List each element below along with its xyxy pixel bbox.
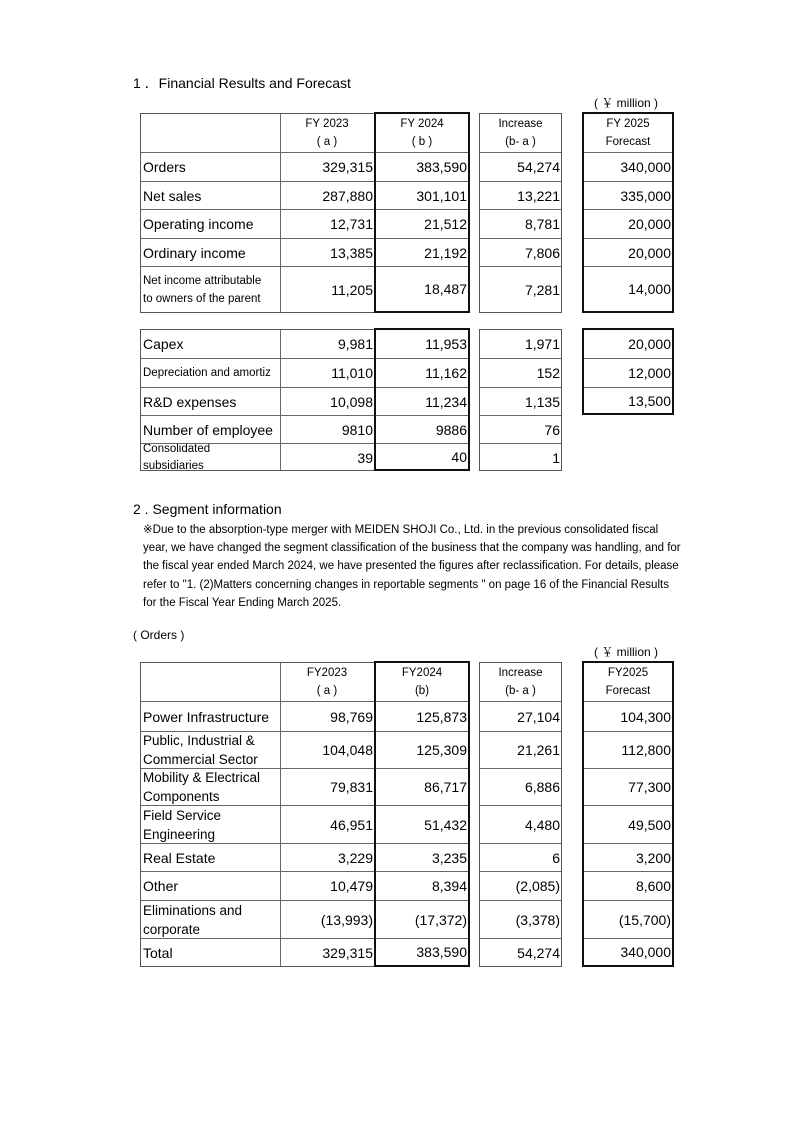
table-row — [141, 330, 374, 358]
value-fy2024: 51,432 — [424, 816, 467, 833]
table-row — [141, 701, 374, 731]
value-fy2023: 79,831 — [330, 779, 373, 795]
fy2024-column — [374, 112, 470, 313]
section2-title: 2 . Segment information — [133, 501, 282, 517]
value-fy2024: 40 — [451, 448, 467, 465]
row-label: Capex — [143, 336, 184, 352]
fy2025-forecast-column — [582, 112, 674, 313]
value-fy2024: 11,953 — [425, 336, 467, 352]
value-fy2025: 340,000 — [620, 159, 671, 175]
value-fy2024: 11,162 — [425, 365, 467, 381]
increase-column — [479, 113, 562, 313]
value-fy2025: 12,000 — [628, 365, 671, 381]
header-fy2025: FY2025 Forecast — [605, 667, 651, 697]
value-fy2023: 9,981 — [337, 336, 373, 352]
value-fy2025: 13,500 — [628, 392, 671, 409]
section1-title: 1 ．Financial Results and Forecast — [133, 75, 351, 91]
segment-label: Power Infrastructure — [143, 708, 270, 725]
value-fy2024: 125,873 — [416, 708, 467, 725]
header-increase: Increase (b- a ) — [498, 118, 543, 148]
header-fy2024: FY2024 (b) — [401, 667, 443, 697]
table-row — [141, 209, 374, 238]
value-fy2025: 335,000 — [620, 187, 671, 204]
value-fy2024: (17,372) — [414, 911, 467, 928]
row-label: Orders — [143, 159, 186, 175]
value-increase: 54,274 — [517, 159, 560, 175]
row-label: Consolidated subsidiaries — [143, 444, 211, 471]
value-fy2023: 3,229 — [337, 849, 373, 866]
value-increase: 7,806 — [524, 244, 560, 261]
value-increase: 1 — [552, 449, 560, 466]
table-row — [141, 805, 374, 843]
value-fy2023: 10,479 — [330, 878, 373, 894]
value-increase: 7,281 — [524, 281, 560, 298]
value-increase: 8,781 — [524, 216, 560, 232]
value-increase: 1,135 — [524, 393, 560, 410]
header-fy2025: FY 2025 Forecast — [605, 118, 651, 148]
value-fy2023: 12,731 — [330, 216, 373, 232]
header-increase: Increase (b- a ) — [498, 667, 543, 697]
row-label: Ordinary income — [143, 244, 246, 261]
value-fy2024: 3,235 — [431, 849, 467, 866]
value-fy2023: 39 — [357, 449, 373, 466]
value-fy2024: 21,512 — [424, 216, 467, 232]
table-row — [141, 731, 374, 768]
segment-label: Total — [143, 944, 173, 961]
table-row — [141, 938, 374, 966]
value-increase: (2,085) — [515, 878, 560, 894]
value-increase: 4,480 — [524, 816, 560, 833]
fy2024-column-b — [374, 328, 470, 471]
value-fy2024: 301,101 — [416, 187, 467, 204]
value-fy2023: 11,010 — [331, 365, 373, 381]
section2-subtitle: ( Orders ) — [133, 628, 185, 642]
value-fy2023: 10,098 — [330, 393, 373, 410]
segment-label-fy2023-block — [140, 662, 375, 967]
table-row — [141, 900, 374, 938]
table-row — [141, 266, 374, 312]
header-fy2023: FY2023 ( a ) — [306, 667, 348, 697]
value-increase: 6 — [552, 849, 560, 866]
value-increase: 21,261 — [517, 742, 560, 758]
value-increase: 54,274 — [517, 944, 560, 961]
segment-label: Field Service Engineering — [143, 807, 222, 842]
row-label: Operating income — [143, 216, 254, 232]
table-row — [141, 443, 374, 471]
label-fy2023-block-b — [140, 329, 375, 471]
table-row — [141, 238, 374, 266]
segment-label: Public, Industrial & Commercial Sector — [143, 733, 258, 767]
header-fy2024: FY 2024 ( b ) — [400, 118, 444, 148]
value-fy2024: 8,394 — [431, 878, 467, 894]
value-fy2025: 340,000 — [620, 944, 671, 960]
value-fy2023: 98,769 — [330, 708, 373, 725]
value-fy2025: 20,000 — [628, 336, 671, 352]
value-fy2024: 18,487 — [424, 281, 467, 297]
table-row — [141, 358, 374, 387]
value-fy2024: 86,717 — [424, 779, 467, 795]
row-label: Number of employee — [143, 421, 273, 438]
value-increase: 76 — [544, 421, 560, 438]
increase-column-b — [479, 329, 562, 471]
value-fy2024: 21,192 — [424, 244, 467, 261]
value-increase: (3,378) — [515, 911, 560, 928]
value-fy2025: (15,700) — [618, 911, 671, 928]
segment-label: Mobility & Electrical Components — [143, 770, 261, 804]
segment-fy2024-column — [374, 661, 470, 967]
row-label: Net income attributable to owners of the parent — [143, 274, 262, 305]
value-fy2025: 49,500 — [628, 816, 671, 833]
fy2025-forecast-column-b — [582, 328, 674, 415]
table-row — [141, 768, 374, 805]
value-fy2025: 77,300 — [628, 779, 671, 795]
row-label: Depreciation and amortiz — [143, 367, 271, 379]
value-fy2023: 13,385 — [330, 244, 373, 261]
value-fy2023: (13,993) — [320, 911, 373, 928]
section2-unit: ( ￥ million ) — [594, 645, 659, 659]
value-fy2025: 20,000 — [628, 216, 671, 232]
reclassification-note: ※Due to the absorption-type merger with MEIDEN SHOJI Co., Ltd. in the previous consolidated fiscal year, we have changed the segment classification of the business that the company was handling, and for the fiscal year ended March 2024, we have presented the figures after reclassification. For details, please refer to "1. (2)Matters concerning changes in reportable segments " on page 16 of the Financial Results for the Fiscal Year Ending March 2025. — [143, 524, 681, 609]
segment-label: Other — [143, 878, 179, 894]
segment-label: Eliminations and corporate — [143, 902, 243, 937]
value-increase: 1,971 — [524, 336, 560, 352]
value-fy2025: 104,300 — [620, 708, 671, 725]
value-fy2024: 125,309 — [416, 742, 467, 758]
table-row — [141, 843, 374, 871]
value-fy2023: 46,951 — [330, 816, 373, 833]
value-fy2023: 329,315 — [322, 944, 373, 961]
table-row — [141, 152, 374, 181]
value-fy2023: 329,315 — [322, 159, 373, 175]
value-increase: 13,221 — [517, 187, 560, 204]
segment-label: Real Estate — [143, 849, 216, 866]
row-label: Net sales — [143, 187, 202, 204]
value-fy2024: 11,234 — [425, 393, 467, 410]
value-fy2023: 9810 — [341, 421, 373, 438]
value-fy2023: 287,880 — [322, 187, 373, 204]
value-fy2024: 383,590 — [416, 944, 467, 960]
value-fy2025: 14,000 — [628, 281, 671, 297]
value-fy2025: 3,200 — [635, 849, 671, 866]
value-fy2024: 383,590 — [416, 159, 467, 175]
table-row — [141, 387, 374, 415]
table-row — [141, 415, 374, 443]
section1-unit: ( ￥ million ) — [594, 96, 659, 110]
value-fy2023: 11,205 — [331, 281, 373, 298]
label-fy2023-block — [140, 113, 375, 313]
table-row — [141, 181, 374, 209]
value-fy2023: 104,048 — [322, 742, 373, 758]
segment-fy2025-forecast-column — [582, 661, 674, 967]
segment-increase-column — [479, 662, 562, 967]
value-increase: 6,886 — [524, 779, 560, 795]
value-fy2024: 9886 — [435, 421, 467, 438]
value-increase: 27,104 — [517, 708, 560, 725]
value-fy2025: 20,000 — [628, 244, 671, 261]
table-row — [141, 871, 374, 900]
value-fy2025: 112,800 — [621, 742, 671, 758]
header-fy2023: FY 2023 ( a ) — [305, 118, 349, 148]
row-label: R&D expenses — [143, 393, 237, 410]
value-fy2025: 8,600 — [635, 878, 671, 894]
value-increase: 152 — [536, 365, 560, 381]
